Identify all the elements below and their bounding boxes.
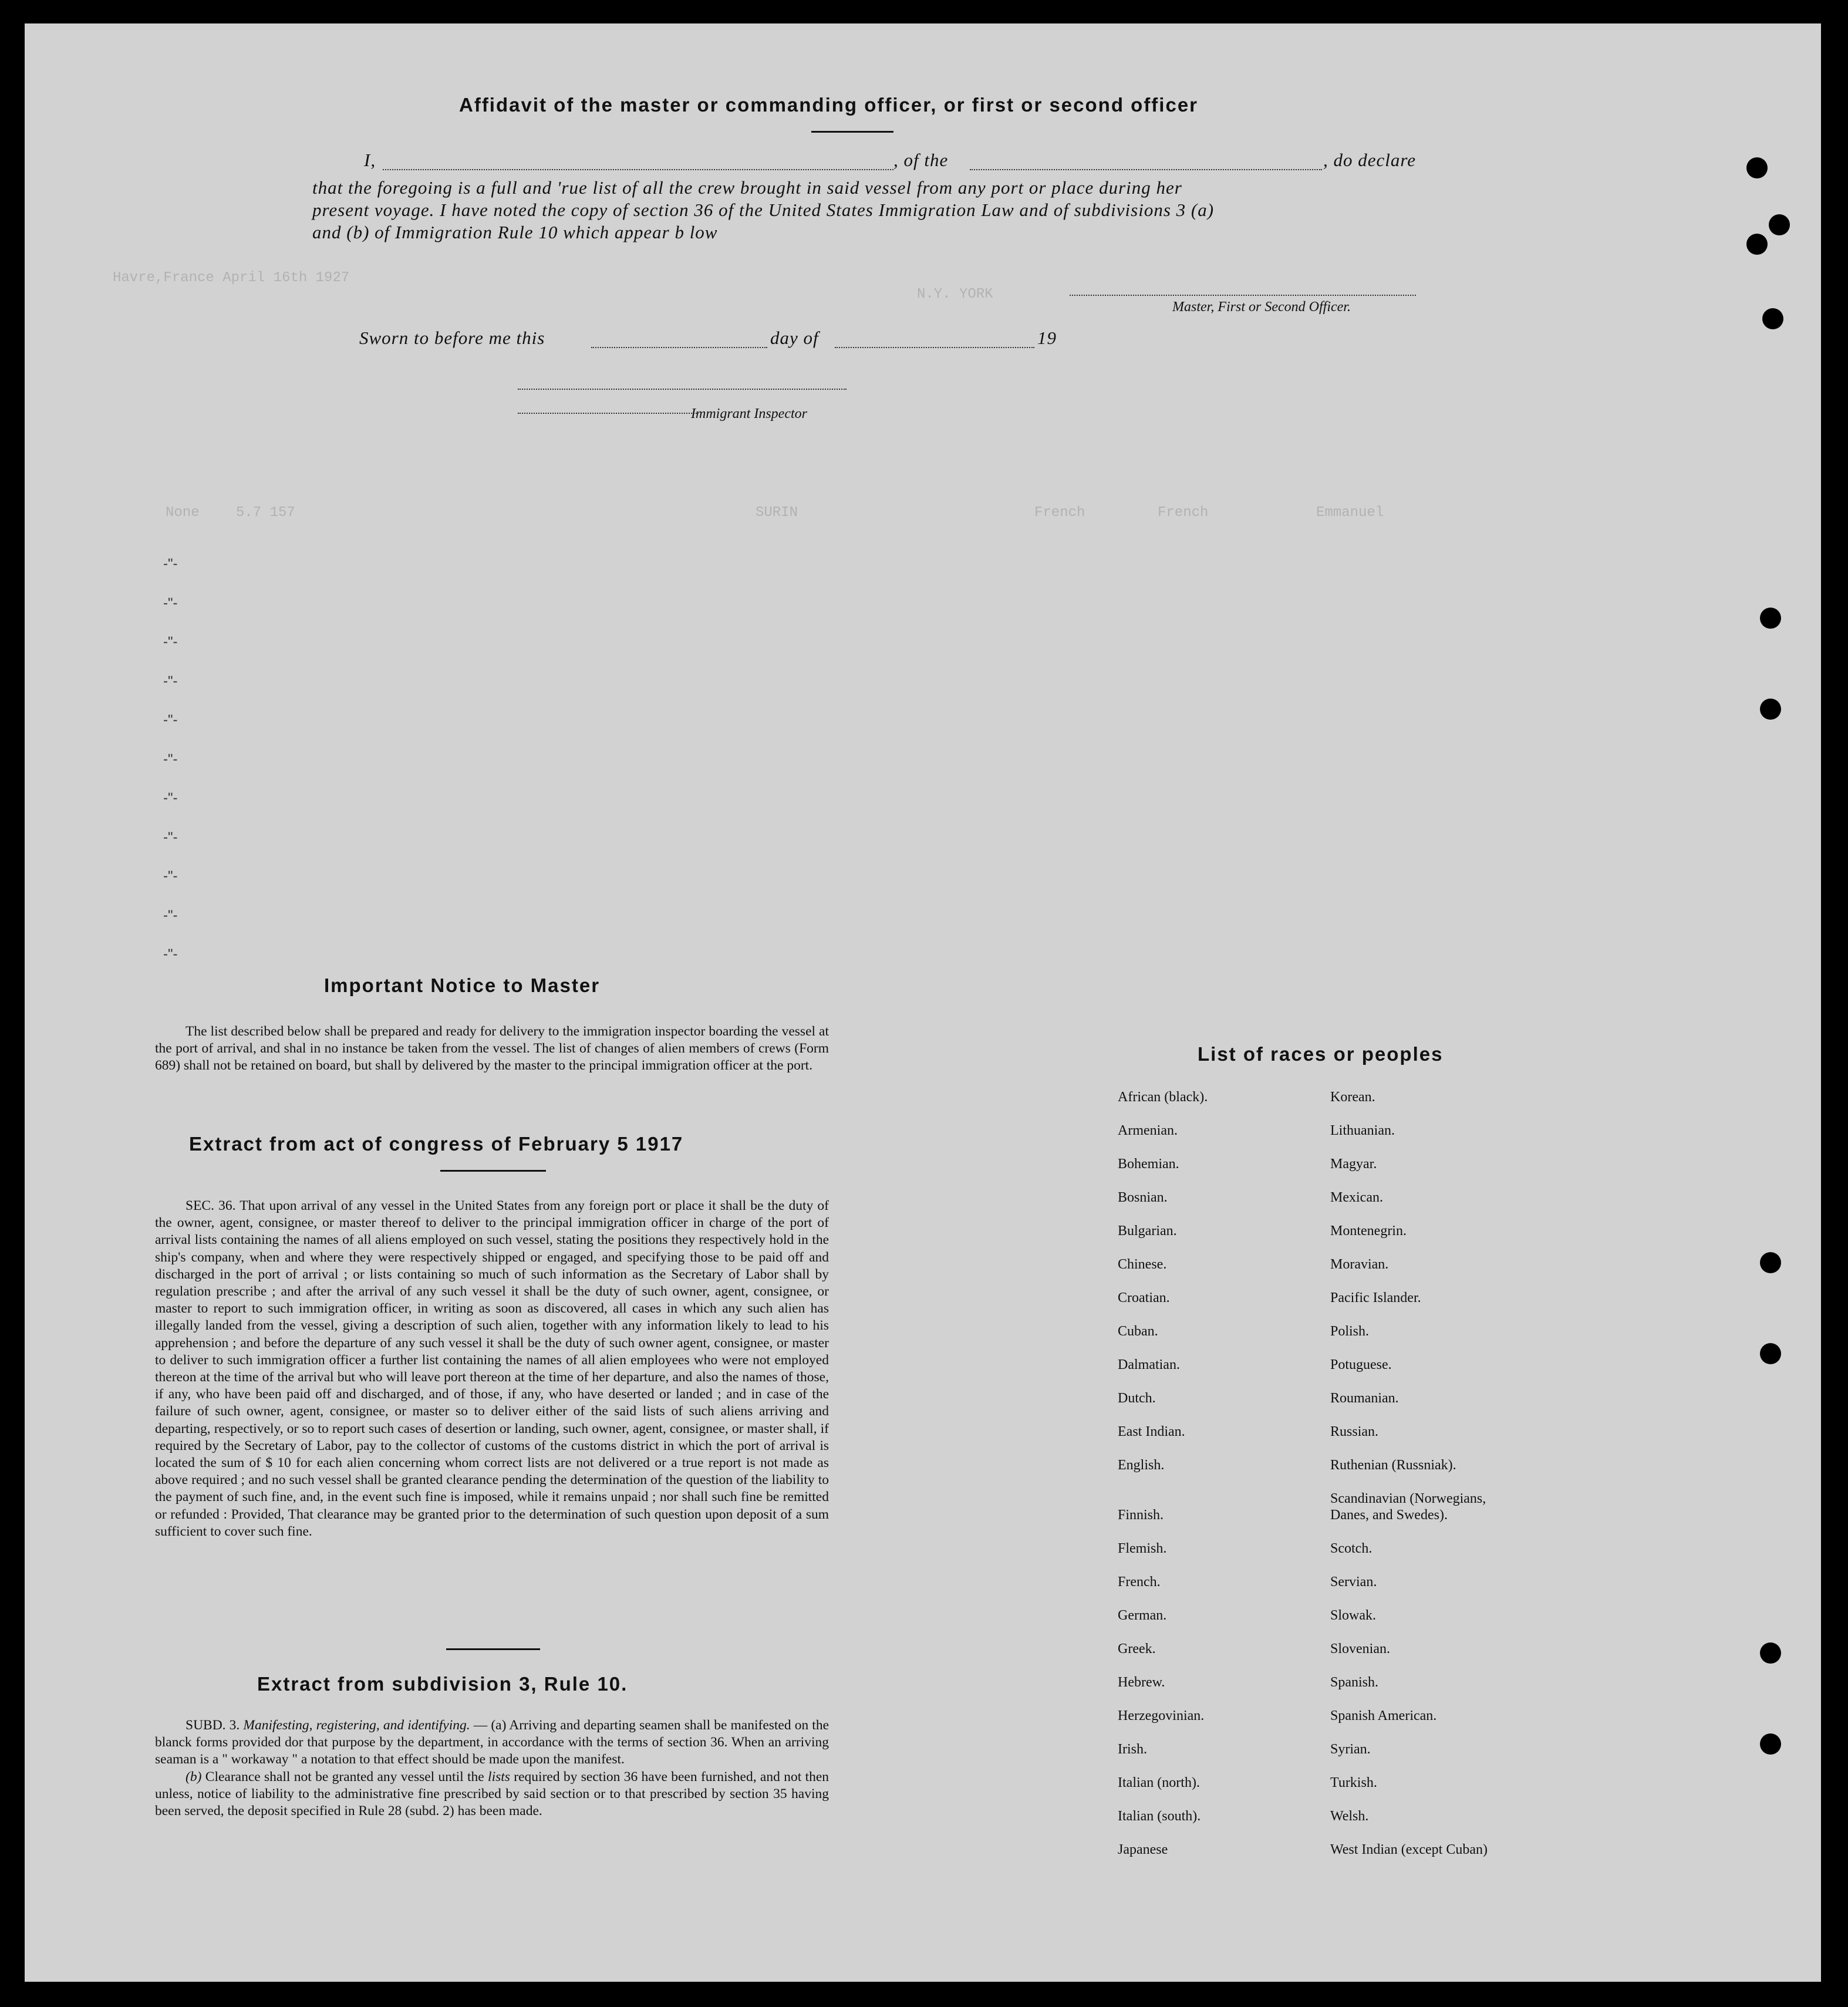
bleed-through-row-race: French: [1034, 505, 1085, 521]
notice-title: Important Notice to Master: [324, 974, 601, 996]
ditto-column: [163, 545, 178, 974]
subd-label: SUBD. 3.: [186, 1718, 240, 1733]
race-item: Bohemian.: [1118, 1156, 1179, 1172]
punch-hole: [1760, 1252, 1781, 1273]
race-item: Scandinavian (Norwegians, Danes, and Swedes).: [1330, 1491, 1486, 1523]
race-item: Japanese: [1118, 1842, 1168, 1857]
race-item: West Indian (except Cuban): [1330, 1842, 1488, 1857]
notice-text: The list described below shall be prepared and ready for delivery to the immigration inspector boarding the vessel at the port of arrival, and shal in no instance be taken from the vessel. The list of changes of alien members of crews (Form 689) shall not be retained on board, but shall by delivered by the master to the principal immigration officer at the port.: [155, 1024, 829, 1074]
affidavit-do-declare: , do declare: [1323, 150, 1417, 170]
bleed-through-row-surname: SURIN: [756, 505, 798, 521]
section-36-text: SEC. 36. That upon arrival of any vessel in the United States from any foreign port or place it shall be the duty of the owner, agent, consignee, or master thereof to deliver to the principal immigration officer in charge of the port of arrival lists containing the names of all aliens employed on such vessel, stating the positions they respectively hold in the ship's company, when and where they were respectively shipped or engaged, and specifying those to be paid off and discharged in the port of arrival ; or lists containing so much of such information as the Secretary of Labor shall by regulation prescribe ; and after the arrival of any such vessel it shall be the duty of such owner, agent, consignee, or master to report to such immigration officer, in writing as soon as discovered, all cases in which any such alien has illegally landed from the vessel, giving a description of such alien, together with any information likely to lead to his apprehension ; and before the departure of any such vessel it shall be the duty of such owner agent, consignee, or master to deliver to such immigration officer a further list containing the names of all alien employees who were not employed thereon at the time of the arrival but who will leave port thereon at the time of her departure, and also the names of those, if any, who have been paid off and discharged, and of those, if any, who have deserted or landed ; and in case of the failure of such owner, agent, consignee, or master so to deliver either of the said lists of such aliens arriving and departing, respectively, or so to report such cases of desertion or landing, such owner, agent, consignee, or master shall, if required by the Secretary of Labor, pay to the collector of customs of the customs district in which the port of arrival is located the sum of $ 10 for each alien concerning whom correct lists are not delivered or a true report is not made as above required ; and no such vessel shall be granted clearance pending the determination of the question of the liability to the payment of such fine, and, in the event such fine is imposed, while it remains unpaid ; nor shall such fine be remitted or refunded : Provided, That clearance may be granted prior to the determination of such question upon deposit of a sum sufficient to cover such fine.: [155, 1198, 829, 1539]
ditto-mark: -"-: [163, 673, 178, 689]
race-item: Greek.: [1118, 1641, 1156, 1657]
affidavit-title: Affidavit of the master or commanding officer, or first or second officer: [459, 94, 1199, 116]
race-item: African (black).: [1118, 1089, 1208, 1105]
sworn-text: Sworn to before me this: [359, 328, 545, 348]
extract-rule-title: Extract from subdivision 3, Rule 10.: [257, 1673, 628, 1695]
race-item: Polish.: [1330, 1324, 1370, 1339]
punch-hole: [1760, 699, 1781, 720]
race-item: Syrian.: [1330, 1742, 1371, 1757]
ditto-mark: -"-: [163, 712, 178, 728]
affidavit-i: I,: [364, 150, 376, 170]
master-signature-field[interactable]: [1070, 295, 1416, 296]
race-item: Moravian.: [1330, 1257, 1389, 1272]
affidavit-line3: present voyage. I have noted the copy of section 36 of the United States Immigration Law and of subdivisions 3 (a): [312, 200, 1215, 220]
race-item: Lithuanian.: [1330, 1123, 1395, 1138]
subd-text-a: — (a) Arriving and departing seamen shall be manifested on the blanck forms provided dor that purpose by the department, in accordance with the terms of section 36. When an arriving seaman is a " workaway " a notation to that effect should be made upon the manifest.: [155, 1718, 829, 1767]
race-item: Spanish.: [1330, 1675, 1379, 1690]
race-item: Chinese.: [1118, 1257, 1167, 1272]
race-item: Servian.: [1330, 1574, 1377, 1590]
race-item: Italian (north).: [1118, 1775, 1200, 1790]
race-item: Hebrew.: [1118, 1675, 1165, 1690]
race-item: Potuguese.: [1330, 1357, 1392, 1372]
sworn-day-field[interactable]: [591, 347, 767, 348]
race-item: Montenegrin.: [1330, 1223, 1407, 1239]
race-item: Russian.: [1330, 1424, 1379, 1439]
ditto-mark: -"-: [163, 829, 178, 845]
master-signature-caption: Master, First or Second Officer.: [1172, 299, 1351, 315]
race-item: Korean.: [1330, 1089, 1375, 1105]
subd-heading: Manifesting, registering, and identifying.: [243, 1718, 470, 1733]
ditto-mark: -"-: [163, 946, 178, 962]
race-item: Magyar.: [1330, 1156, 1377, 1172]
race-item: Dalmatian.: [1118, 1357, 1180, 1372]
punch-hole: [1760, 608, 1781, 629]
race-item: French.: [1118, 1574, 1161, 1590]
race-item: Bulgarian.: [1118, 1223, 1177, 1239]
sworn-year: 19: [1037, 328, 1057, 348]
race-item: Croatian.: [1118, 1290, 1170, 1306]
punch-hole: [1746, 234, 1768, 255]
bleed-through-row-size: 5.7 157: [236, 505, 295, 521]
affidavit-line4: and (b) of Immigration Rule 10 which appear b low: [312, 222, 718, 242]
race-item: Armenian.: [1118, 1123, 1178, 1138]
subdivision-3-text: [155, 1717, 829, 1820]
race-item: Irish.: [1118, 1742, 1147, 1757]
ditto-mark: -"-: [163, 907, 178, 923]
race-item: English.: [1118, 1458, 1165, 1473]
subd-b-text1: Clearance shall not be granted any vessel until the: [205, 1769, 484, 1785]
affidavit-title-rule: [811, 131, 893, 133]
race-item: Bosnian.: [1118, 1190, 1168, 1205]
race-item: Italian (south).: [1118, 1809, 1201, 1824]
ditto-mark: -"-: [163, 790, 178, 806]
punch-hole: [1760, 1733, 1781, 1755]
race-item: Ruthenian (Russniak).: [1330, 1458, 1456, 1473]
master-name-field[interactable]: [383, 169, 893, 170]
race-item: Dutch.: [1118, 1391, 1156, 1406]
extract-act-title: Extract from act of congress of February 5 1917: [189, 1133, 684, 1155]
race-item: Cuban.: [1118, 1324, 1158, 1339]
race-item: Welsh.: [1330, 1809, 1369, 1824]
races-title: List of races or peoples: [1198, 1043, 1444, 1065]
punch-hole: [1746, 157, 1768, 178]
sworn-day-of: day of: [770, 328, 819, 348]
extract-act-end-rule: [446, 1648, 540, 1650]
race-item: Spanish American.: [1330, 1708, 1437, 1723]
inspector-signature-field[interactable]: [518, 389, 847, 390]
races-list-right: [1330, 1089, 1524, 1875]
inspector-caption: Immigrant Inspector: [691, 406, 807, 421]
race-item: Roumanian.: [1330, 1391, 1399, 1406]
race-item: Slovenian.: [1330, 1641, 1390, 1657]
ditto-mark: -"-: [163, 595, 178, 611]
races-list-left: [1118, 1089, 1208, 1875]
inspector-caption-line: [518, 413, 697, 414]
bleed-through-row-nat: French: [1158, 505, 1209, 521]
race-item: Slowak.: [1330, 1608, 1376, 1623]
race-item: Turkish.: [1330, 1775, 1377, 1790]
race-item: East Indian.: [1118, 1424, 1185, 1439]
subd-b-text2: required by section 36 have been furnished, and not then unless, notice of liability to the administrative fine prescribed by said section or to that prescribed by section 35 having been served, the deposit specified in Rule 28 (subd. 2) has been made.: [155, 1769, 829, 1819]
race-item: Finnish.: [1118, 1507, 1164, 1523]
subd-b-lists: lists: [488, 1769, 510, 1785]
sworn-month-field[interactable]: [835, 347, 1034, 348]
affidavit-of-the: , of the: [893, 150, 949, 170]
race-item: Mexican.: [1330, 1190, 1383, 1205]
bleed-through-port: N.Y. YORK: [917, 286, 993, 302]
punch-hole: [1760, 1343, 1781, 1364]
punch-hole: [1769, 214, 1790, 235]
punch-hole: [1760, 1642, 1781, 1664]
ditto-mark: -"-: [163, 634, 178, 650]
document-page: [25, 23, 1821, 1982]
ditto-mark: -"-: [163, 868, 178, 884]
extract-act-rule: [440, 1170, 546, 1172]
ditto-mark: -"-: [163, 556, 178, 572]
race-item: Herzegovinian.: [1118, 1708, 1205, 1723]
race-item: Flemish.: [1118, 1541, 1167, 1556]
race-item: Pacific Islander.: [1330, 1290, 1421, 1306]
subd-b-label: (b): [186, 1769, 202, 1785]
race-item: Scotch.: [1330, 1541, 1372, 1556]
bleed-through-date: Havre,France April 16th 1927: [113, 270, 350, 286]
vessel-name-field[interactable]: [970, 169, 1322, 170]
bleed-through-row-none: None: [166, 505, 200, 521]
affidavit-line2: that the foregoing is a full and 'rue list of all the crew brought in said vessel from any port or place during her: [312, 177, 1182, 198]
ditto-mark: -"-: [163, 751, 178, 767]
race-item: German.: [1118, 1608, 1167, 1623]
punch-hole: [1762, 308, 1783, 329]
bleed-through-row-name: Emmanuel: [1316, 505, 1384, 521]
